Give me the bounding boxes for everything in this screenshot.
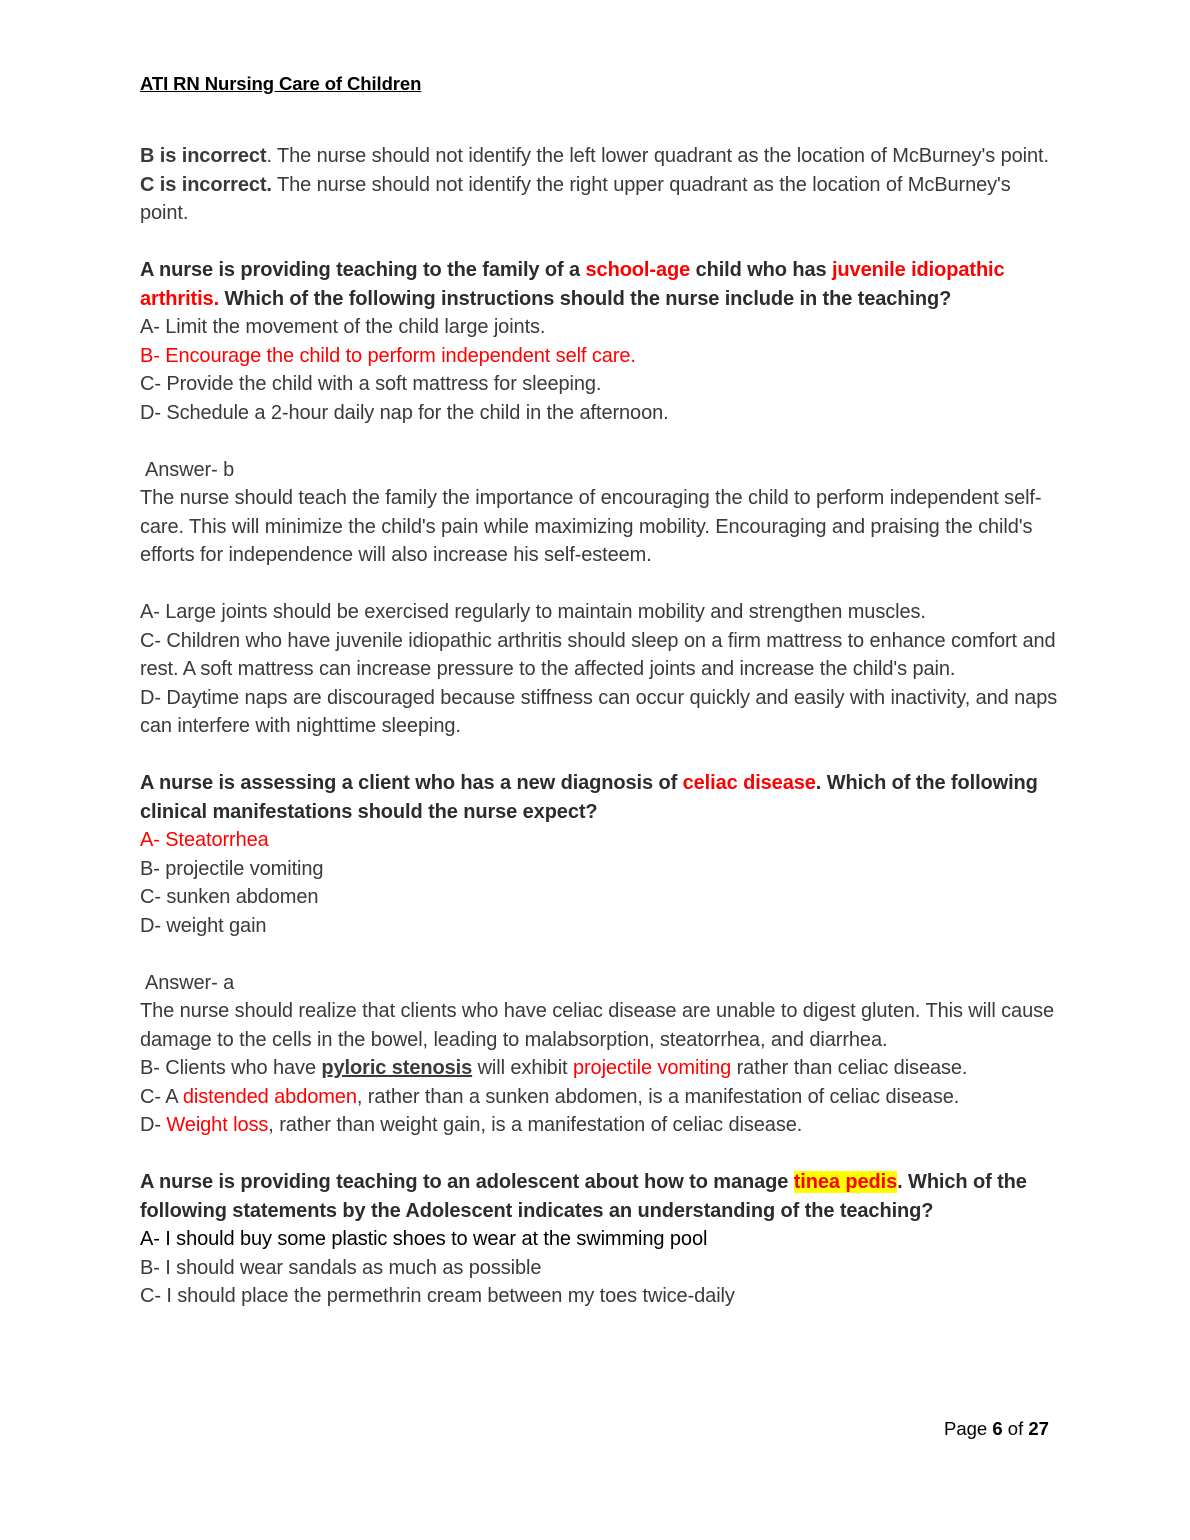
q2-option-c: C- sunken abdomen [140,886,319,908]
q1-answer: Answer- b [145,458,235,481]
q2-term-pyloric-stenosis: pyloric stenosis [321,1057,473,1079]
q1-option-d: D- Schedule a 2-hour daily nap for the child in the afternoon. [140,401,669,424]
q2-option-a-correct: A- Steatorrhea [140,829,269,851]
document-page [140,70,1060,1311]
prev-rationale-b [140,142,1060,171]
q1-keyword-age: school-age [585,259,691,281]
q3-option-a: A- I should buy some plastic shoes to wear at the swimming pool [140,1228,708,1250]
q2-option-b: B- projectile vomiting [140,857,324,880]
q1-why-d: D- Daytime naps are discouraged because stiffness can occur quickly and easily with inactivity, and naps can interfere with nighttime sleeping. [140,686,1058,737]
prev-c-label: C is incorrect. [140,173,272,196]
q2-why-c: C- A distended abdomen, rather than a sunken abdomen, is a manifestation of celiac disease. [140,1085,960,1108]
q2-option-d: D- weight gain [140,914,267,937]
q3-keyword-highlight: tinea pedis [793,1171,898,1193]
q3-option-c: C- I should place the permethrin cream between my toes twice-daily [140,1285,735,1307]
q1-option-a: A- Limit the movement of the child large joints. [140,316,546,338]
q2-keyword: celiac disease [682,772,816,794]
q1-rationale: The nurse should teach the family the importance of encouraging the child to perform independent self-care. This will minimize the child's pain while maximizing mobility. Encouraging and praising the child's efforts for independence will also increase his self-esteem. [140,487,1042,566]
prev-b-label: B is incorrect [140,145,267,167]
q2-answer: Answer- a [145,971,235,994]
q1-stem: A nurse is providing teaching to the family of a school-age child who has juvenile idiopathic arthritis. Which of the following instructions should the nurse include in the teaching? [140,259,1005,310]
prev-c-text: The nurse should not identify the right upper quadrant as the location of McBurney's point. [140,173,1011,224]
q1-option-b-correct: B- Encourage the child to perform independent self care. [140,344,636,367]
q2-why-d: D- Weight loss, rather than weight gain, is a manifestation of celiac disease. [140,1114,803,1136]
q2-stem: A nurse is assessing a client who has a new diagnosis of celiac disease. Which of the following clinical manifestations should the nurse expect? [140,772,1038,823]
q1-keyword-condition: juvenile idiopathic arthritis. [140,259,1005,310]
page-title: ATI RN Nursing Care of Children [140,73,422,94]
q1-why-c: C- Children who have juvenile idiopathic arthritis should sleep on a firm mattress to enhance comfort and rest. A soft mattress can increase pressure to the affected joints and increase the child's pain. [140,629,1056,680]
q2-rationale: The nurse should realize that clients who have celiac disease are unable to digest gluten. This will cause damage to the cells in the bowel, leading to malabsorption, steatorrhea, and diarrhea. [140,1000,1055,1051]
q3-option-b: B- I should wear sandals as much as possible [140,1256,542,1279]
q3-stem: A nurse is providing teaching to an adolescent about how to manage tinea pedis. Which of the following statements by the Adolescent indicates an understanding of the teaching? [140,1171,1027,1222]
q1-option-c: C- Provide the child with a soft mattress for sleeping. [140,373,602,395]
prev-rationale-c [140,171,1060,228]
prev-b-text: . The nurse should not identify the left lower quadrant as the location of McBurney's point. [266,145,1049,167]
q1-why-a: A- Large joints should be exercised regularly to maintain mobility and strengthen muscles. [140,601,926,623]
q2-why-b: B- Clients who have pyloric stenosis will exhibit projectile vomiting rather than celiac disease. [140,1057,968,1079]
page-number: Page 6 of 27 [944,1418,1049,1439]
